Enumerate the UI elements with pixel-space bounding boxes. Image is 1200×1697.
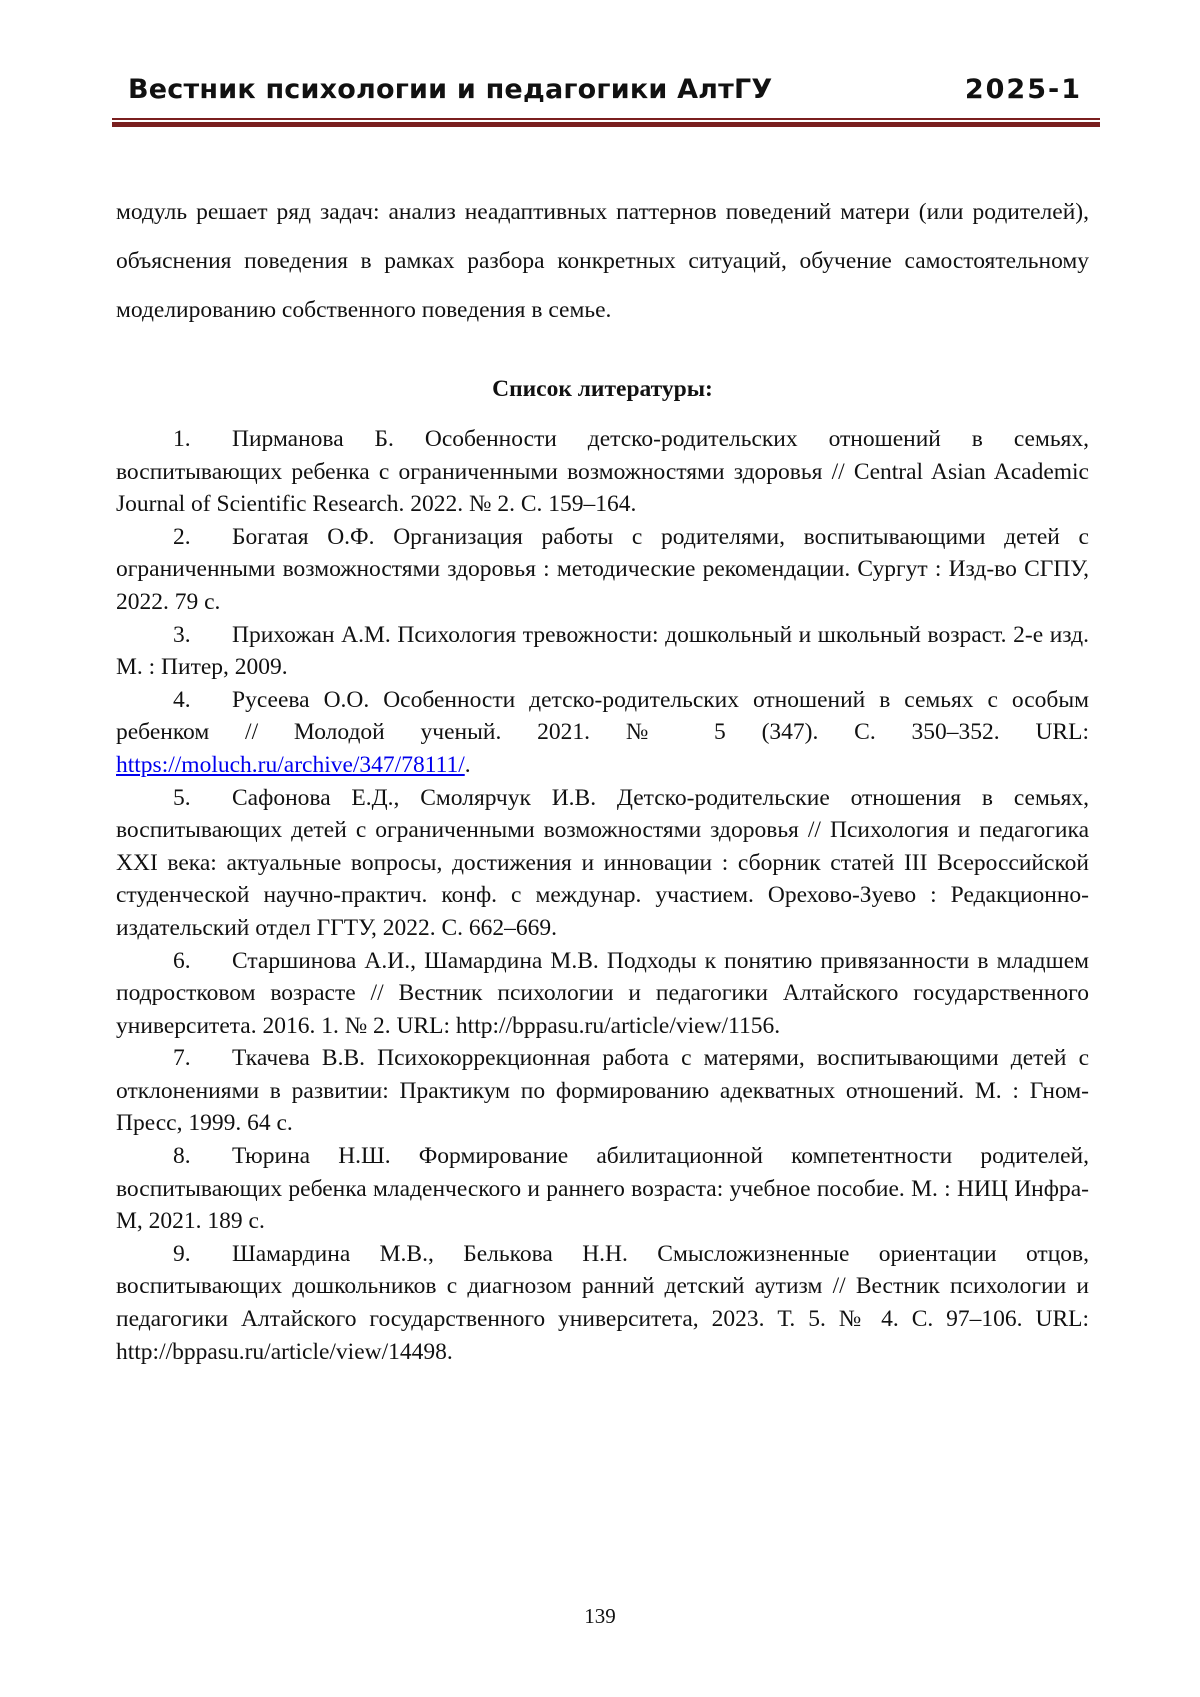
reference-item — [116, 945, 1089, 1043]
reference-text: Пирманова Б. Особенности детско-родительских отношений в семьях, воспитывающих ребенка с ограниченными возможностями здоровья // Central Asian Academic Journal of Scientific Research. 2022. № 2. С. 159–164. — [116, 426, 1089, 517]
reference-text-end: . — [465, 752, 471, 778]
reference-number: 5. — [173, 782, 232, 815]
references-heading: Список литературы: — [116, 376, 1089, 403]
reference-url-link[interactable]: https://moluch.ru/archive/347/78111/ — [116, 752, 465, 778]
header-rule-thin — [112, 118, 1100, 120]
reference-text: Сафонова Е.Д., Смолярчук И.В. Детско-родительские отношения в семьях, воспитывающих детей с ограниченными возможностями здоровья // Психология и педагогика XXI века: актуальные вопросы, достижения и инновации : сборник статей III Всероссийской студенческой научно-практич. конф. с междунар. участием. Орехово-Зуево : Редакционно-издательский отдел ГГТУ, 2022. С. 662–669. — [116, 785, 1089, 941]
reference-text: Ткачева В.В. Психокоррекционная работа с матерями, воспитывающими детей с отклонениями в развитии: Практикум по формированию адекватных отношений. М. : Гном-Пресс, 1999. 64 с. — [116, 1045, 1089, 1136]
reference-number: 2. — [173, 521, 232, 554]
document-page — [0, 0, 1200, 1697]
reference-number: 1. — [173, 423, 232, 456]
reference-number: 8. — [173, 1140, 232, 1173]
reference-item — [116, 1238, 1089, 1368]
reference-item — [116, 1140, 1089, 1238]
body-paragraph: модуль решает ряд задач: анализ неадаптивных паттернов поведений матери (или родителей), объяснения поведения в рамках разбора конкретных ситуаций, обучение самостоятельному моделированию собственного поведения в семье. — [116, 188, 1089, 335]
reference-number: 3. — [173, 619, 232, 652]
reference-item — [116, 684, 1089, 782]
issue-number: 2025-1 — [965, 74, 1082, 105]
reference-text: Старшинова А.И., Шамардина М.В. Подходы к понятию привязанности в младшем подростковом возрасте // Вестник психологии и педагогики Алтайского государственного университета. 2016. 1. № 2. URL: http://bppasu.ru/article/view/1156. — [116, 948, 1089, 1039]
reference-item — [116, 782, 1089, 945]
reference-text: Прихожан А.М. Психология тревожности: дошкольный и школьный возраст. 2-е изд. М. : Питер, 2009. — [116, 622, 1089, 681]
reference-text: Шамардина М.В., Белькова Н.Н. Смысложизненные ориентации отцов, воспитывающих дошкольников с диагнозом ранний детский аутизм // Вестник психологии и педагогики Алтайского государственного университета, 2023. Т. 5. № 4. С. 97–106. URL: http://bppasu.ru/article/view/14498. — [116, 1241, 1089, 1365]
reference-number: 6. — [173, 945, 232, 978]
reference-text: Богатая О.Ф. Организация работы с родителями, воспитывающими детей с ограниченными возможностями здоровья : методические рекомендации. Сургут : Изд-во СГПУ, 2022. 79 с. — [116, 524, 1089, 615]
reference-item — [116, 1042, 1089, 1140]
reference-number: 9. — [173, 1238, 232, 1271]
reference-text: Русеева О.О. Особенности детско-родительских отношений в семьях с особым ребенком // Молодой ученый. 2021. № 5 (347). С. 350–352. URL: — [116, 687, 1089, 746]
reference-item — [116, 423, 1089, 521]
header-rule-thick — [112, 122, 1100, 127]
page-number: 139 — [0, 1604, 1200, 1629]
reference-list — [116, 423, 1089, 1368]
reference-number: 4. — [173, 684, 232, 717]
reference-item — [116, 619, 1089, 684]
reference-item — [116, 521, 1089, 619]
running-header — [128, 74, 1082, 118]
journal-title: Вестник психологии и педагогики АлтГУ — [128, 74, 772, 105]
reference-text: Тюрина Н.Ш. Формирование абилитационной компетентности родителей, воспитывающих ребенка младенческого и раннего возраста: учебное пособие. М. : НИЦ Инфра-М, 2021. 189 с. — [116, 1143, 1089, 1234]
reference-number: 7. — [173, 1042, 232, 1075]
